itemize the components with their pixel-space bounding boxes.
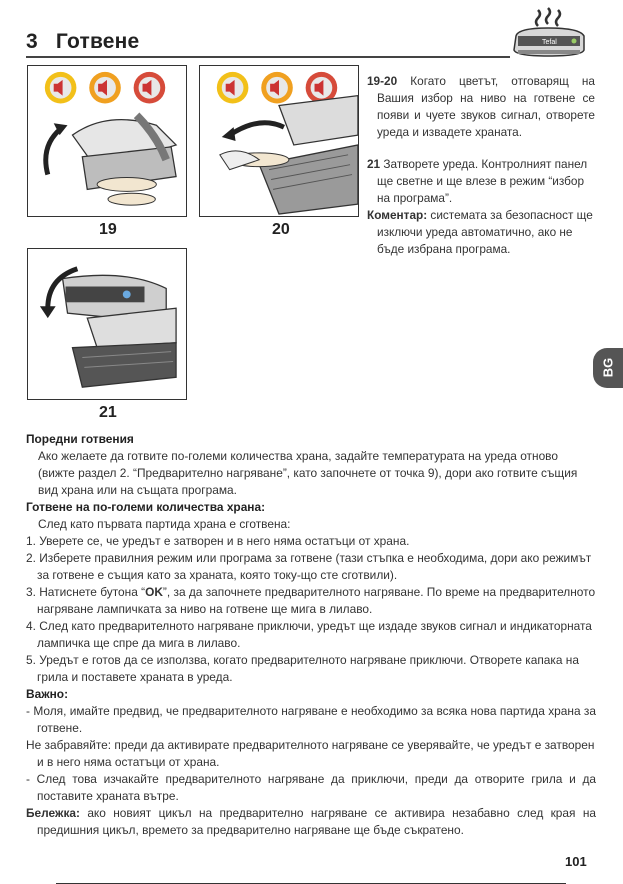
step-19-20: 19-20 Когато цветът, отговарящ на Вашия избор на ниво на готвене се появи и чуете звуков сигнал, отворете уреда и извадете храната. (367, 74, 595, 139)
list-item: - Моля, имайте предвид, че предварителното нагряване е необходимо за всяка нова партида храна за готвене. (26, 704, 596, 735)
body-text (26, 431, 596, 839)
section-heading: Поредни готвения (26, 432, 134, 446)
list-item: 3. Натиснете бутона “OK”, за да започнете предварителното нагряване. По време на предварителното нагряване лампичката за ниво на готвене ще мига в лилаво. (26, 585, 596, 616)
language-tab: BG (593, 348, 623, 388)
list-item: 4. След като предварителното нагряване приключи, уредът ще издаде звуков сигнал и индикаторната лампичка ще спре да мига в лилаво. (26, 619, 592, 650)
brand-text: Tefal (542, 39, 557, 46)
list-item: 5. Уредът е готов да се използва, когато предварителното нагряване приключи. Отворете капака на грила и поставете храната в уреда. (26, 653, 579, 684)
list-item: 1. Уверете се, че уредът е затворен и в него няма остатъци от храна. (26, 534, 410, 548)
chapter-title-text: Готвене (55, 30, 140, 53)
cooking-level-indicators (217, 72, 337, 104)
grill-appliance-icon (508, 6, 592, 60)
list-item: - След това изчакайте предварителното нагряване да приключи, преди да отворите грила и да поставите храната вътре. (26, 772, 596, 803)
figure-label-19: 19 (99, 221, 117, 238)
figure-21-close-grill (27, 248, 187, 400)
figure-label-20: 20 (272, 221, 290, 238)
list-item: Не забравяйте: преди да активирате предварителното нагряване се уверявайте, че уредът е затворен и в него няма остатъци от храна. (26, 738, 595, 769)
figure-label-21: 21 (99, 404, 117, 421)
list-item: 2. Изберете правилния режим или програма за готвене (тази стъпка е необходима, дори ако режимът за готвене е същия като за храната, която току-що сте сготвили). (26, 551, 592, 582)
page-number: 101 (565, 854, 587, 869)
right-column-instructions (367, 73, 595, 258)
section-heading: Готвене на по-големи количества храна: (26, 500, 266, 514)
paragraph: Ако желаете да готвите по-големи количества храна, задайте температурата на уреда отново (вижте раздел 2. “Предварително нагряване”, като започнете от точка 9), дори ако готвите същия вид храна или на същата програма. (38, 449, 578, 497)
header-rule (26, 56, 510, 58)
note-paragraph: Бележка: ако новият цикъл на предварително нагряване се активира незабавно след края на предишния цикъл, времето за предварително нагряване ще бъде съкратено. (26, 806, 596, 837)
step-21: 21 Затворете уреда. Контролният панел ще светне и ще влезе в режим “избор на програма”. (367, 157, 588, 205)
figure-20-remove-food (199, 65, 359, 217)
paragraph: След като първата партида храна е сготвена: (38, 517, 291, 531)
chapter-title (26, 30, 139, 54)
comment-note: Коментар: системата за безопасност ще изключи уреда автоматично, ако не бъде избрана програма. (367, 208, 593, 256)
chapter-number: 3 (26, 30, 38, 53)
section-heading: Важно: (26, 687, 69, 701)
figure-19-open-grill (27, 65, 187, 217)
arrow-icon (230, 123, 284, 135)
cooking-level-indicators (45, 72, 165, 104)
